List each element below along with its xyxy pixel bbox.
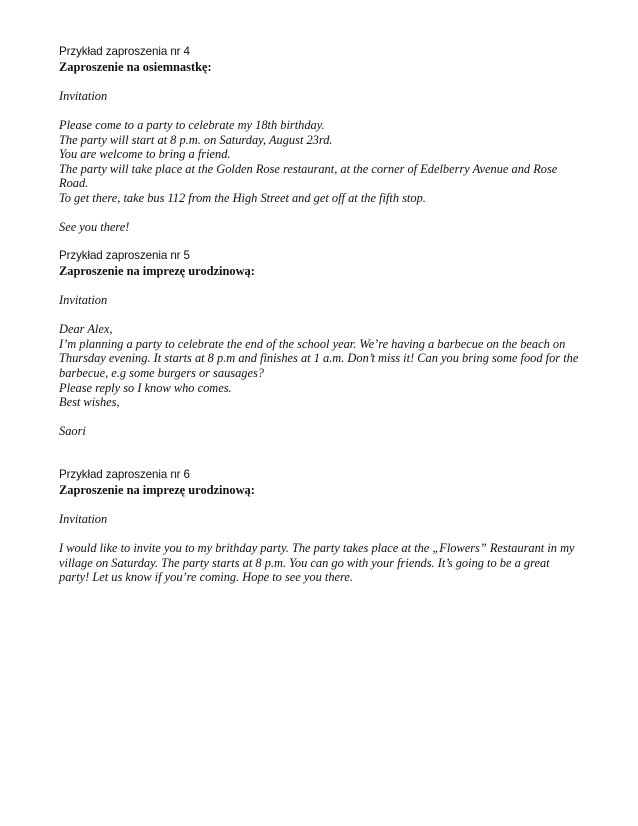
invitation-heading: Invitation xyxy=(59,293,108,308)
invitation-line: I’m planning a party to celebrate the end of the school year. We’re having a barbecue on the beach on Thursday evening. It starts at 8 p.m and finishes at 1 a.m. Don’t miss it! Can you bring some food for the barbecue, e.g some burgers or sausages? xyxy=(59,336,579,381)
invitation-example-5 xyxy=(59,249,579,439)
invitation-line: To get there, take bus 112 from the High Street and get off at the fifth stop. xyxy=(59,190,426,205)
invitation-line: The party will start at 8 p.m. on Saturday, August 23rd. xyxy=(59,132,333,147)
invitation-line: The party will take place at the Golden Rose restaurant, at the corner of Edelberry Avenue and Rose Road. xyxy=(59,161,558,191)
example-label: Przykład zaproszenia nr 6 xyxy=(59,468,190,482)
document-page xyxy=(59,45,579,585)
invitation-line: Please reply so I know who comes. xyxy=(59,380,232,395)
invitation-example-6 xyxy=(59,468,579,585)
invitation-line: Dear Alex, xyxy=(59,322,113,337)
invitation-line: You are welcome to bring a friend. xyxy=(59,147,231,162)
example-label: Przykład zaproszenia nr 4 xyxy=(59,45,190,58)
example-title: Zaproszenie na imprezę urodzinową: xyxy=(59,482,255,497)
invitation-line: I would like to invite you to my brithday party. The party takes place at the „Flowers” Restaurant in my village on Saturday. The party starts at 8 p.m. You can go with your friends. It’s going to be a great party! Let us know if you’re coming. Hope to see you there. xyxy=(59,541,575,585)
invitation-heading: Invitation xyxy=(59,88,108,103)
invitation-closing: See you there! xyxy=(59,220,130,235)
invitation-line: Please come to a party to celebrate my 18th birthday. xyxy=(59,117,325,132)
example-title: Zaproszenie na osiemnastkę: xyxy=(59,59,212,74)
invitation-example-4 xyxy=(59,45,579,235)
invitation-heading: Invitation xyxy=(59,512,108,526)
example-label: Przykład zaproszenia nr 5 xyxy=(59,249,190,263)
invitation-signature: Saori xyxy=(59,424,86,439)
invitation-line: Best wishes, xyxy=(59,395,120,410)
example-title: Zaproszenie na imprezę urodzinową: xyxy=(59,263,255,278)
